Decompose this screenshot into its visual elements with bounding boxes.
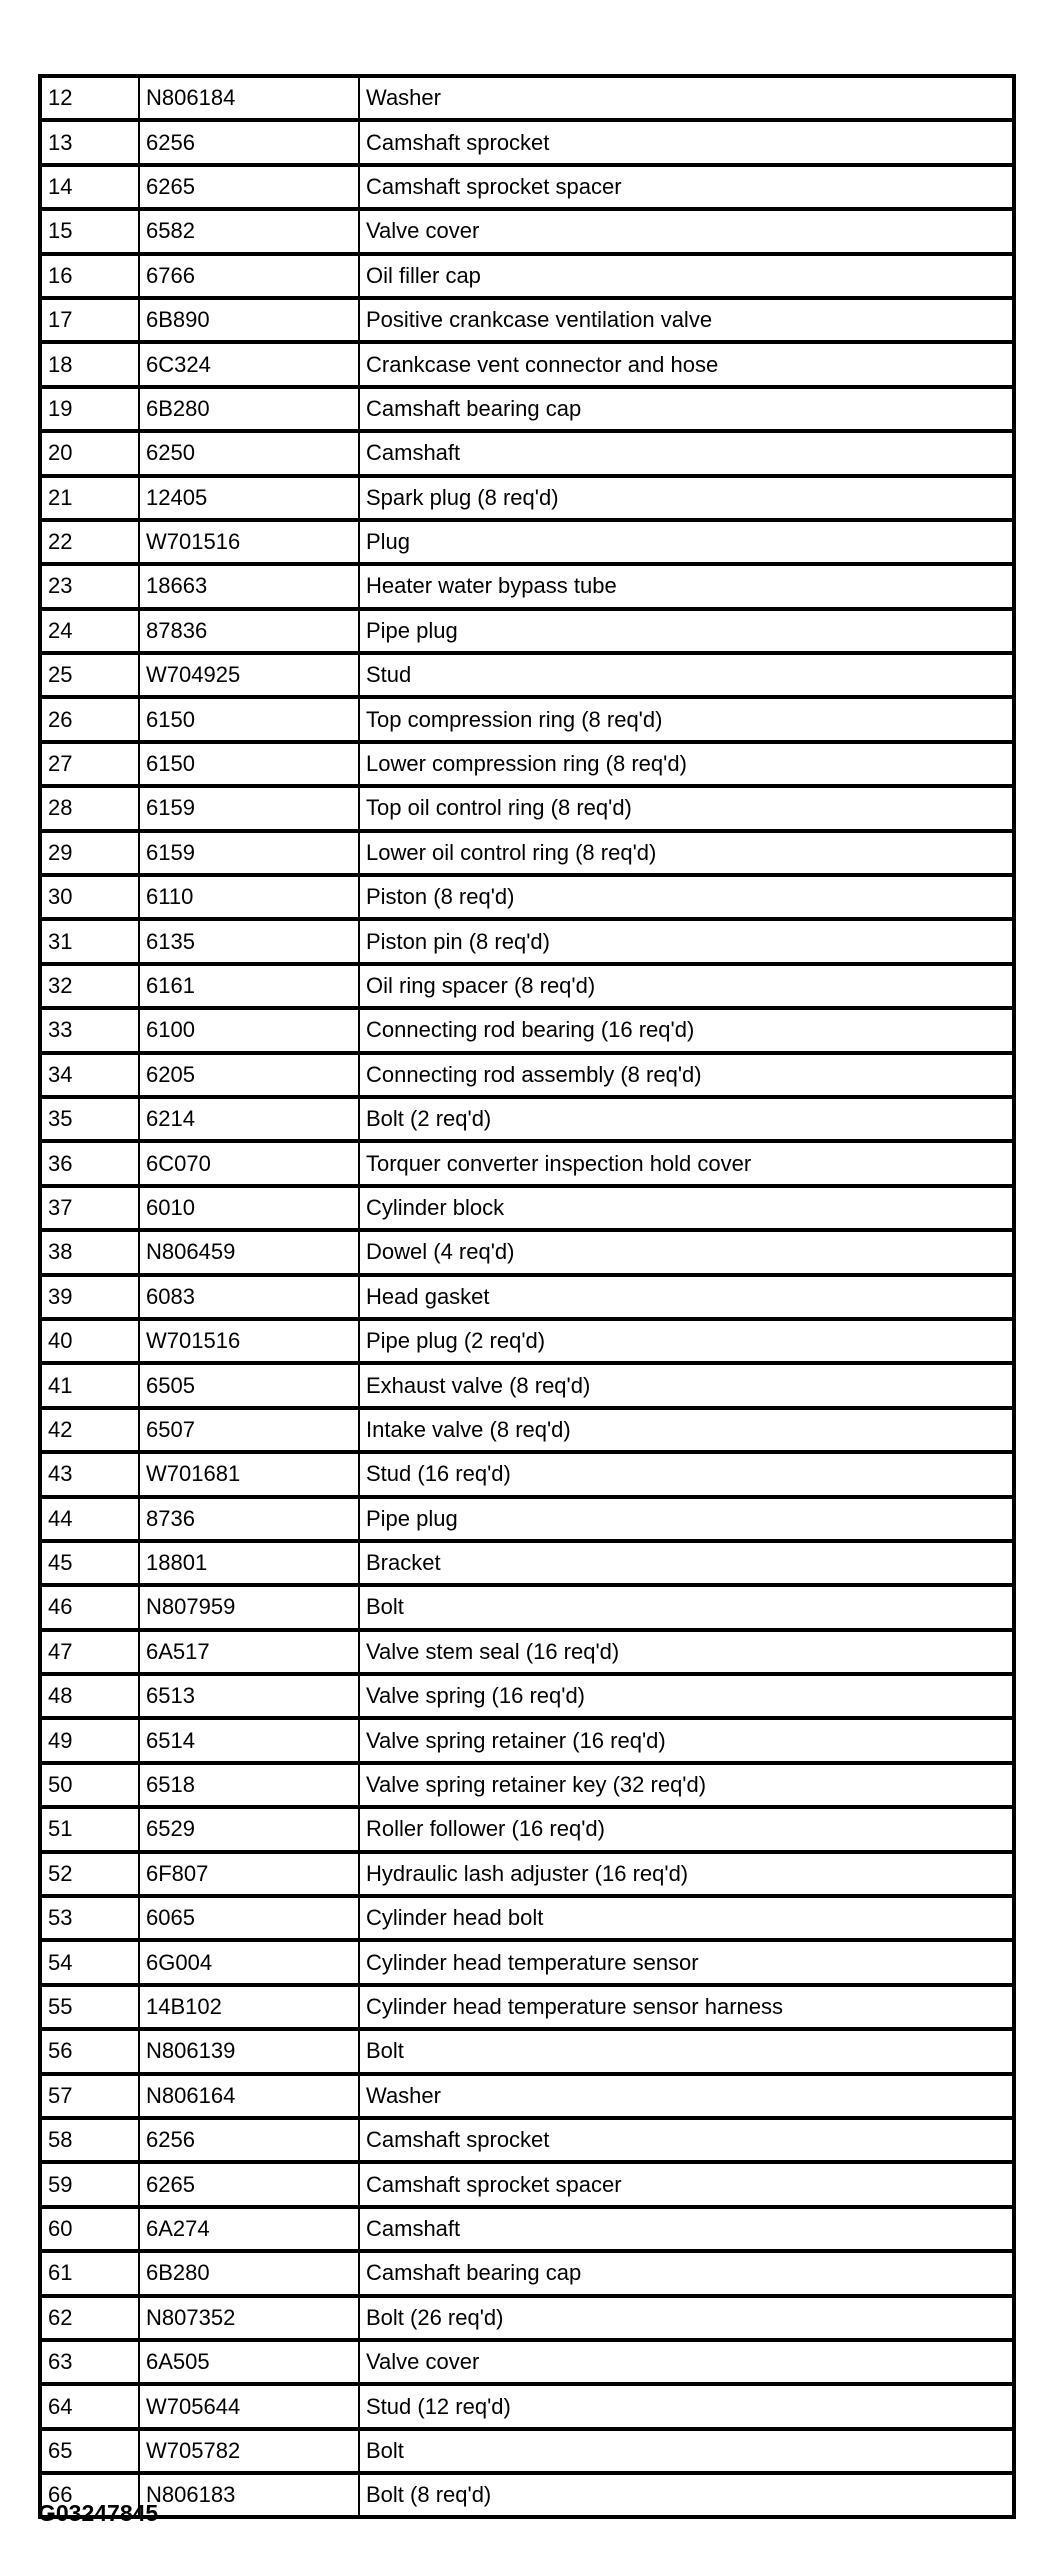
part-number-cell: 6G004 — [139, 1940, 359, 1984]
part-number-cell: 6135 — [139, 919, 359, 963]
description-cell: Cylinder block — [359, 1186, 1014, 1230]
item-number-cell: 14 — [40, 165, 139, 209]
part-number-cell: N806164 — [139, 2074, 359, 2118]
parts-table — [38, 74, 1016, 2519]
table-row — [40, 2340, 1014, 2384]
item-number-cell: 40 — [40, 1319, 139, 1363]
description-cell: Intake valve (8 req'd) — [359, 1408, 1014, 1452]
description-cell: Valve spring retainer key (32 req'd) — [359, 1763, 1014, 1807]
part-number-cell: N806139 — [139, 2029, 359, 2073]
item-number-cell: 56 — [40, 2029, 139, 2073]
table-row — [40, 2429, 1014, 2473]
item-number-cell: 32 — [40, 964, 139, 1008]
description-cell: Piston (8 req'd) — [359, 875, 1014, 919]
item-number-cell: 54 — [40, 1940, 139, 1984]
table-row — [40, 1408, 1014, 1452]
table-row — [40, 964, 1014, 1008]
table-row — [40, 1585, 1014, 1629]
description-cell: Hydraulic lash adjuster (16 req'd) — [359, 1852, 1014, 1896]
part-number-cell: 6265 — [139, 165, 359, 209]
part-number-cell: 6B280 — [139, 2251, 359, 2295]
item-number-cell: 53 — [40, 1896, 139, 1940]
table-row — [40, 2207, 1014, 2251]
part-number-cell: 6010 — [139, 1186, 359, 1230]
table-row — [40, 697, 1014, 741]
table-row — [40, 254, 1014, 298]
item-number-cell: 52 — [40, 1852, 139, 1896]
description-cell: Pipe plug (2 req'd) — [359, 1319, 1014, 1363]
description-cell: Valve spring retainer (16 req'd) — [359, 1718, 1014, 1762]
description-cell: Bolt (26 req'd) — [359, 2296, 1014, 2340]
description-cell: Camshaft — [359, 2207, 1014, 2251]
figure-id: G03247845 — [38, 2500, 159, 2526]
description-cell: Bolt (2 req'd) — [359, 1097, 1014, 1141]
description-cell: Positive crankcase ventilation valve — [359, 298, 1014, 342]
part-number-cell: 12405 — [139, 476, 359, 520]
table-row — [40, 298, 1014, 342]
description-cell: Camshaft sprocket spacer — [359, 165, 1014, 209]
item-number-cell: 48 — [40, 1674, 139, 1718]
description-cell: Camshaft — [359, 431, 1014, 475]
table-row — [40, 875, 1014, 919]
item-number-cell: 27 — [40, 742, 139, 786]
description-cell: Camshaft bearing cap — [359, 2251, 1014, 2295]
description-cell: Plug — [359, 520, 1014, 564]
part-number-cell: 6250 — [139, 431, 359, 475]
table-row — [40, 609, 1014, 653]
table-row — [40, 1275, 1014, 1319]
item-number-cell: 45 — [40, 1541, 139, 1585]
part-number-cell: 6A517 — [139, 1630, 359, 1674]
item-number-cell: 35 — [40, 1097, 139, 1141]
parts-table-body — [40, 76, 1014, 2517]
table-row — [40, 2029, 1014, 2073]
part-number-cell: 6159 — [139, 831, 359, 875]
item-number-cell: 12 — [40, 76, 139, 120]
table-row — [40, 1008, 1014, 1052]
part-number-cell: W705782 — [139, 2429, 359, 2473]
table-row — [40, 387, 1014, 431]
description-cell: Bolt — [359, 1585, 1014, 1629]
part-number-cell: 18801 — [139, 1541, 359, 1585]
table-row — [40, 831, 1014, 875]
item-number-cell: 51 — [40, 1807, 139, 1851]
description-cell: Valve stem seal (16 req'd) — [359, 1630, 1014, 1674]
description-cell: Washer — [359, 76, 1014, 120]
table-row — [40, 919, 1014, 963]
description-cell: Cylinder head bolt — [359, 1896, 1014, 1940]
part-number-cell: 6C324 — [139, 342, 359, 386]
item-number-cell: 28 — [40, 786, 139, 830]
item-number-cell: 18 — [40, 342, 139, 386]
table-row — [40, 1497, 1014, 1541]
item-number-cell: 55 — [40, 1985, 139, 2029]
part-number-cell: 6514 — [139, 1718, 359, 1762]
description-cell: Bracket — [359, 1541, 1014, 1585]
item-number-cell: 64 — [40, 2384, 139, 2428]
table-row — [40, 1807, 1014, 1851]
part-number-cell: 6110 — [139, 875, 359, 919]
item-number-cell: 25 — [40, 653, 139, 697]
table-row — [40, 165, 1014, 209]
table-row — [40, 2473, 1014, 2517]
table-row — [40, 564, 1014, 608]
description-cell: Head gasket — [359, 1275, 1014, 1319]
description-cell: Lower oil control ring (8 req'd) — [359, 831, 1014, 875]
item-number-cell: 31 — [40, 919, 139, 963]
description-cell: Washer — [359, 2074, 1014, 2118]
part-number-cell: 87836 — [139, 609, 359, 653]
item-number-cell: 41 — [40, 1363, 139, 1407]
item-number-cell: 36 — [40, 1141, 139, 1185]
item-number-cell: 38 — [40, 1230, 139, 1274]
part-number-cell: 6150 — [139, 742, 359, 786]
part-number-cell: 6159 — [139, 786, 359, 830]
description-cell: Valve cover — [359, 209, 1014, 253]
item-number-cell: 59 — [40, 2162, 139, 2206]
table-row — [40, 1541, 1014, 1585]
part-number-cell: 6265 — [139, 2162, 359, 2206]
description-cell: Cylinder head temperature sensor — [359, 1940, 1014, 1984]
part-number-cell: 6A274 — [139, 2207, 359, 2251]
item-number-cell: 30 — [40, 875, 139, 919]
part-number-cell: 6518 — [139, 1763, 359, 1807]
part-number-cell: 6100 — [139, 1008, 359, 1052]
table-row — [40, 1718, 1014, 1762]
part-number-cell: W701516 — [139, 520, 359, 564]
item-number-cell: 26 — [40, 697, 139, 741]
item-number-cell: 46 — [40, 1585, 139, 1629]
description-cell: Bolt — [359, 2429, 1014, 2473]
part-number-cell: 6065 — [139, 1896, 359, 1940]
part-number-cell: N806183 — [139, 2473, 359, 2517]
description-cell: Lower compression ring (8 req'd) — [359, 742, 1014, 786]
table-row — [40, 1186, 1014, 1230]
item-number-cell: 47 — [40, 1630, 139, 1674]
table-row — [40, 1763, 1014, 1807]
description-cell: Pipe plug — [359, 1497, 1014, 1541]
item-number-cell: 61 — [40, 2251, 139, 2295]
item-number-cell: 29 — [40, 831, 139, 875]
description-cell: Crankcase vent connector and hose — [359, 342, 1014, 386]
item-number-cell: 37 — [40, 1186, 139, 1230]
item-number-cell: 23 — [40, 564, 139, 608]
description-cell: Dowel (4 req'd) — [359, 1230, 1014, 1274]
part-number-cell: 18663 — [139, 564, 359, 608]
table-row — [40, 76, 1014, 120]
description-cell: Oil filler cap — [359, 254, 1014, 298]
part-number-cell: 6505 — [139, 1363, 359, 1407]
table-row — [40, 476, 1014, 520]
item-number-cell: 63 — [40, 2340, 139, 2384]
part-number-cell: 6256 — [139, 120, 359, 164]
part-number-cell: W701516 — [139, 1319, 359, 1363]
part-number-cell: N807352 — [139, 2296, 359, 2340]
table-row — [40, 1097, 1014, 1141]
table-row — [40, 786, 1014, 830]
part-number-cell: 6C070 — [139, 1141, 359, 1185]
description-cell: Camshaft sprocket spacer — [359, 2162, 1014, 2206]
item-number-cell: 39 — [40, 1275, 139, 1319]
item-number-cell: 57 — [40, 2074, 139, 2118]
part-number-cell: 6083 — [139, 1275, 359, 1319]
description-cell: Stud (16 req'd) — [359, 1452, 1014, 1496]
table-row — [40, 1319, 1014, 1363]
description-cell: Camshaft bearing cap — [359, 387, 1014, 431]
description-cell: Valve cover — [359, 2340, 1014, 2384]
description-cell: Piston pin (8 req'd) — [359, 919, 1014, 963]
part-number-cell: 6529 — [139, 1807, 359, 1851]
item-number-cell: 24 — [40, 609, 139, 653]
item-number-cell: 16 — [40, 254, 139, 298]
part-number-cell: W705644 — [139, 2384, 359, 2428]
part-number-cell: 6A505 — [139, 2340, 359, 2384]
item-number-cell: 62 — [40, 2296, 139, 2340]
item-number-cell: 44 — [40, 1497, 139, 1541]
description-cell: Torquer converter inspection hold cover — [359, 1141, 1014, 1185]
table-row — [40, 2384, 1014, 2428]
table-row — [40, 742, 1014, 786]
part-number-cell: N806459 — [139, 1230, 359, 1274]
table-row — [40, 2162, 1014, 2206]
description-cell: Camshaft sprocket — [359, 120, 1014, 164]
part-number-cell: 6150 — [139, 697, 359, 741]
description-cell: Stud (12 req'd) — [359, 2384, 1014, 2428]
part-number-cell: 6161 — [139, 964, 359, 1008]
part-number-cell: N807959 — [139, 1585, 359, 1629]
part-number-cell: 6256 — [139, 2118, 359, 2162]
table-row — [40, 2251, 1014, 2295]
part-number-cell: 6513 — [139, 1674, 359, 1718]
description-cell: Stud — [359, 653, 1014, 697]
part-number-cell: 6766 — [139, 254, 359, 298]
part-number-cell: 6507 — [139, 1408, 359, 1452]
description-cell: Roller follower (16 req'd) — [359, 1807, 1014, 1851]
table-row — [40, 1896, 1014, 1940]
table-row — [40, 1852, 1014, 1896]
description-cell: Cylinder head temperature sensor harness — [359, 1985, 1014, 2029]
item-number-cell: 21 — [40, 476, 139, 520]
description-cell: Connecting rod bearing (16 req'd) — [359, 1008, 1014, 1052]
item-number-cell: 65 — [40, 2429, 139, 2473]
part-number-cell: 6205 — [139, 1053, 359, 1097]
table-row — [40, 520, 1014, 564]
description-cell: Heater water bypass tube — [359, 564, 1014, 608]
table-row — [40, 1630, 1014, 1674]
part-number-cell: 6B280 — [139, 387, 359, 431]
description-cell: Oil ring spacer (8 req'd) — [359, 964, 1014, 1008]
description-cell: Top oil control ring (8 req'd) — [359, 786, 1014, 830]
part-number-cell: 8736 — [139, 1497, 359, 1541]
item-number-cell: 66 — [40, 2473, 139, 2517]
item-number-cell: 58 — [40, 2118, 139, 2162]
part-number-cell: W701681 — [139, 1452, 359, 1496]
item-number-cell: 50 — [40, 1763, 139, 1807]
table-row — [40, 1940, 1014, 1984]
item-number-cell: 15 — [40, 209, 139, 253]
description-cell: Bolt (8 req'd) — [359, 2473, 1014, 2517]
table-row — [40, 653, 1014, 697]
table-row — [40, 1053, 1014, 1097]
item-number-cell: 13 — [40, 120, 139, 164]
table-row — [40, 431, 1014, 475]
item-number-cell: 34 — [40, 1053, 139, 1097]
item-number-cell: 43 — [40, 1452, 139, 1496]
part-number-cell: 6582 — [139, 209, 359, 253]
item-number-cell: 42 — [40, 1408, 139, 1452]
part-number-cell: 6F807 — [139, 1852, 359, 1896]
item-number-cell: 33 — [40, 1008, 139, 1052]
item-number-cell: 17 — [40, 298, 139, 342]
table-row — [40, 2074, 1014, 2118]
table-row — [40, 1674, 1014, 1718]
table-row — [40, 1363, 1014, 1407]
description-cell: Valve spring (16 req'd) — [359, 1674, 1014, 1718]
item-number-cell: 49 — [40, 1718, 139, 1762]
table-row — [40, 120, 1014, 164]
item-number-cell: 22 — [40, 520, 139, 564]
table-row — [40, 1452, 1014, 1496]
table-row — [40, 1230, 1014, 1274]
description-cell: Connecting rod assembly (8 req'd) — [359, 1053, 1014, 1097]
description-cell: Pipe plug — [359, 609, 1014, 653]
description-cell: Bolt — [359, 2029, 1014, 2073]
table-row — [40, 2118, 1014, 2162]
table-row — [40, 2296, 1014, 2340]
description-cell: Top compression ring (8 req'd) — [359, 697, 1014, 741]
table-row — [40, 1985, 1014, 2029]
part-number-cell: 6214 — [139, 1097, 359, 1141]
part-number-cell: 6B890 — [139, 298, 359, 342]
description-cell: Exhaust valve (8 req'd) — [359, 1363, 1014, 1407]
item-number-cell: 60 — [40, 2207, 139, 2251]
item-number-cell: 20 — [40, 431, 139, 475]
part-number-cell: 14B102 — [139, 1985, 359, 2029]
part-number-cell: N806184 — [139, 76, 359, 120]
description-cell: Spark plug (8 req'd) — [359, 476, 1014, 520]
table-row — [40, 1141, 1014, 1185]
item-number-cell: 19 — [40, 387, 139, 431]
table-row — [40, 209, 1014, 253]
table-row — [40, 342, 1014, 386]
description-cell: Camshaft sprocket — [359, 2118, 1014, 2162]
part-number-cell: W704925 — [139, 653, 359, 697]
